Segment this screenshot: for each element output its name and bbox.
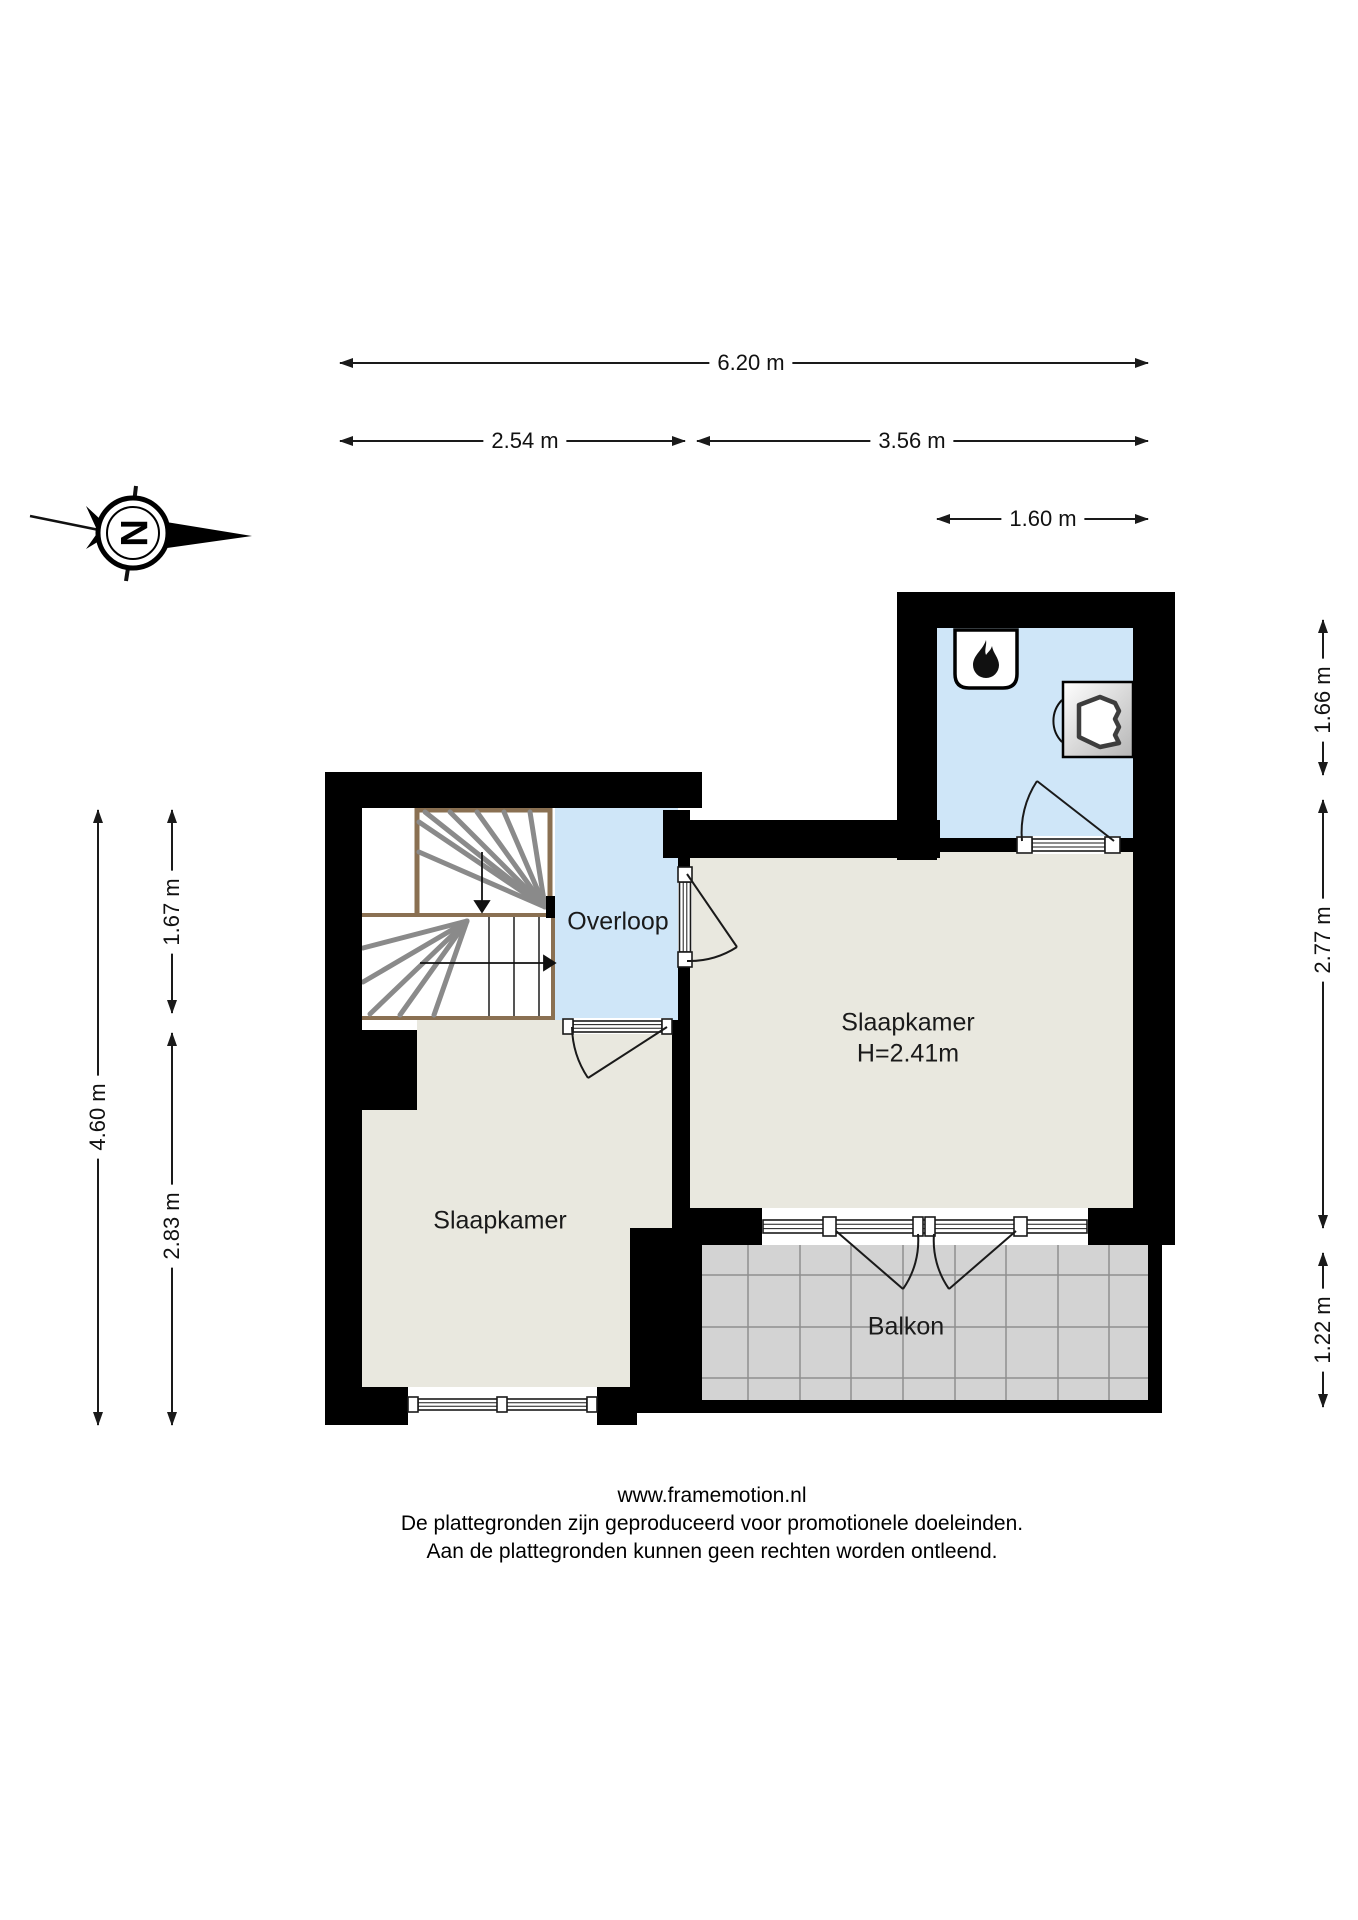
compass-north-letter: N	[112, 519, 154, 547]
room-label-bedroom-left: Slaapkamer	[433, 1206, 567, 1235]
footer-disclaimer-line1: De plattegronden zijn geproduceerd voor promotionele doeleinden.	[400, 1512, 1024, 1535]
dim-bedroom-height: 2.77 m	[1308, 898, 1338, 981]
bathroom-door-sill	[1017, 836, 1120, 854]
footer-disclaimer	[401, 1482, 1023, 1566]
footer-disclaimer-line2: Aan de plattegronden kunnen geen rechten worden ontleend.	[426, 1540, 998, 1563]
bedroom-main-window-band	[762, 1208, 1088, 1245]
room-label-landing: Overloop	[567, 907, 669, 936]
dim-bathroom-height: 1.66 m	[1308, 658, 1338, 741]
landing-south-door-sill	[563, 1018, 672, 1034]
room-label-balcony: Balkon	[867, 1312, 945, 1341]
bedroom-left-window	[408, 1387, 597, 1425]
dim-balcony-height: 1.22 m	[1308, 1288, 1338, 1371]
compass-north-icon	[30, 486, 252, 581]
dim-upper-height: 1.67 m	[157, 870, 187, 953]
landing-east-door-sill	[678, 867, 692, 967]
dim-bathroom-width: 1.60 m	[1001, 506, 1084, 532]
boiler-icon	[955, 630, 1017, 688]
room-label-bedroom-main: Slaapkamer	[841, 1008, 975, 1037]
shower-icon	[1053, 682, 1133, 757]
room-label-ceiling-height: H=2.41m	[856, 1039, 960, 1068]
dim-total-height: 4.60 m	[83, 1075, 113, 1158]
dim-lower-height: 2.83 m	[157, 1184, 187, 1267]
footer-website: www.framemotion.nl	[617, 1484, 807, 1507]
dim-left-width: 2.54 m	[483, 428, 566, 454]
dim-total-width: 6.20 m	[709, 350, 792, 376]
dim-right-width: 3.56 m	[870, 428, 953, 454]
